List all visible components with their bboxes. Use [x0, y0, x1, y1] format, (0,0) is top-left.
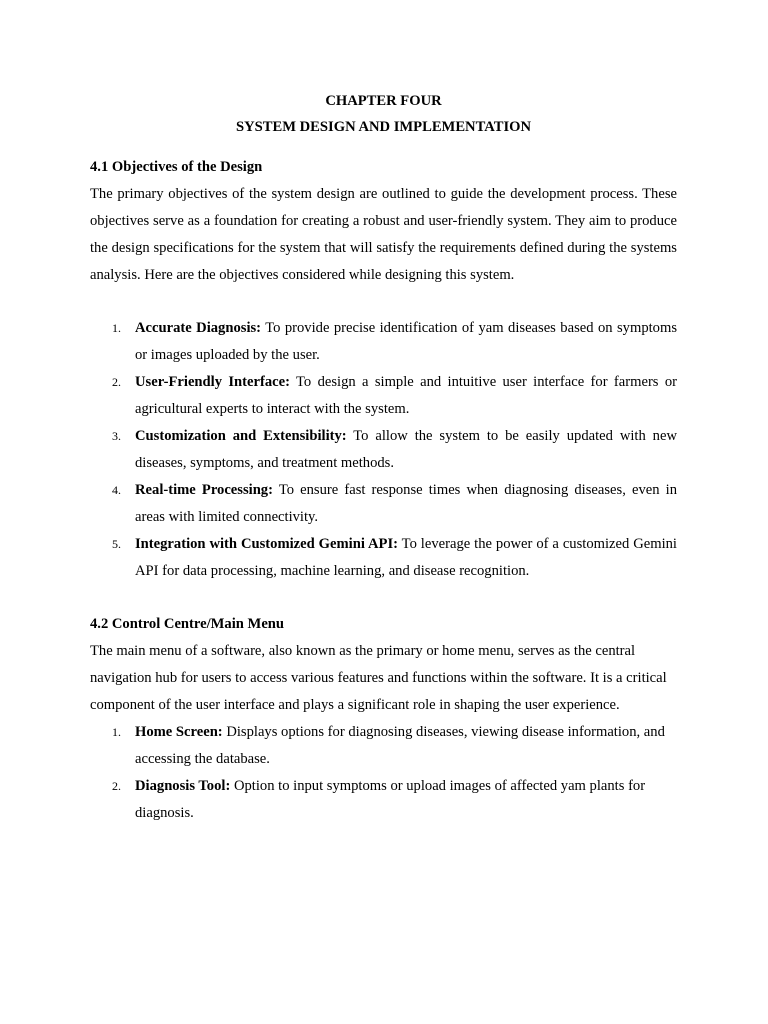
section-4-1-heading: 4.1 Objectives of the Design [90, 159, 263, 175]
objectives-list [90, 315, 677, 585]
list-number: 3. [112, 429, 121, 443]
list-term: Home Screen: [135, 724, 223, 740]
list-number: 4. [112, 483, 121, 497]
list-text: Option to input symptoms or upload images of affected yam plants for diagnosis. [135, 778, 646, 821]
list-text: To ensure fast response times when diagnosing diseases, even in areas with limited connectivity. [135, 482, 677, 525]
list-term: Real-time Processing: [135, 482, 273, 498]
list-number: 1. [112, 321, 121, 335]
document-page [90, 88, 677, 827]
list-number: 2. [112, 779, 121, 793]
list-number: 5. [112, 537, 121, 551]
list-term: Accurate Diagnosis: [135, 320, 262, 336]
main-menu-list [90, 719, 677, 827]
list-number: 1. [112, 725, 121, 739]
list-item [90, 719, 677, 773]
section-4-2-heading: 4.2 Control Centre/Main Menu [90, 616, 285, 632]
list-item [90, 369, 677, 423]
list-term: User-Friendly Interface: [135, 374, 290, 390]
list-item [90, 773, 677, 827]
chapter-title: SYSTEM DESIGN AND IMPLEMENTATION [235, 119, 532, 135]
list-term: Diagnosis Tool: [135, 778, 231, 794]
list-number: 2. [112, 375, 121, 389]
list-text: To leverage the power of a customized Gemini API for data processing, machine learning, and disease recognition. [135, 536, 677, 579]
list-text: To design a simple and intuitive user interface for farmers or agricultural experts to interact with the system. [135, 374, 677, 417]
list-text: Displays options for diagnosing diseases, viewing disease information, and accessing the database. [135, 724, 665, 767]
chapter-number-title: CHAPTER FOUR [325, 93, 442, 109]
section-4-1-paragraph: The primary objectives of the system design are outlined to guide the development process. These objectives serve as a foundation for creating a robust and user-friendly system. They aim to produce the design specifications for the system that will satisfy the requirements defined during the systems analysis. Here are the objectives considered while designing this system. [90, 186, 677, 283]
list-term: Integration with Customized Gemini API: [135, 536, 399, 552]
list-item [90, 531, 677, 585]
list-item [90, 315, 677, 369]
list-item [90, 423, 677, 477]
list-item [90, 477, 677, 531]
section-4-2-paragraph: The main menu of a software, also known as the primary or home menu, serves as the central navigation hub for users to access various features and functions within the software. It is a critical component of the user interface and plays a significant role in shaping the user experience. [90, 643, 667, 713]
list-text: To provide precise identification of yam diseases based on symptoms or images uploaded by the user. [135, 320, 677, 363]
list-text: To allow the system to be easily updated with new diseases, symptoms, and treatment methods. [135, 428, 677, 471]
list-term: Customization and Extensibility: [135, 428, 347, 444]
